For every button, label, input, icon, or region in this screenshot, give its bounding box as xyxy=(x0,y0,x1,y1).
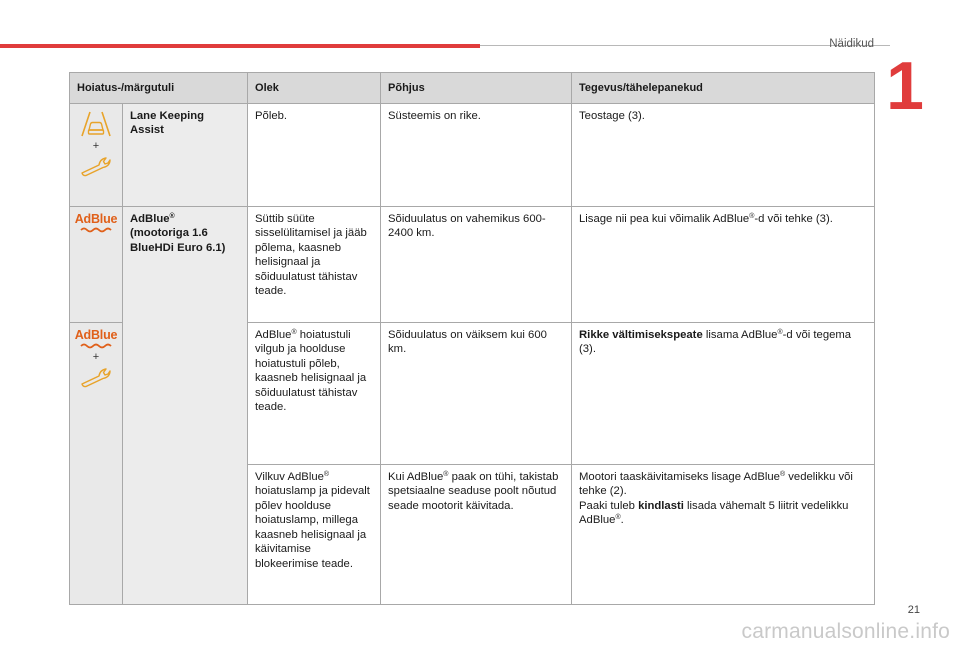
table-row-adblue-1 xyxy=(70,207,875,323)
adblue-warning-icon xyxy=(75,329,118,349)
adblue-icon-cell-2 xyxy=(70,323,123,605)
warning-lights-table xyxy=(69,72,875,605)
table-header-row xyxy=(70,73,875,104)
adblue-action-2-bold: Rikke vältimisekspeate xyxy=(579,329,703,341)
wrench-service-icon xyxy=(79,155,113,177)
column-header-cause: Põhjus xyxy=(381,73,572,104)
lane-keeping-icon-cell xyxy=(70,104,123,207)
adblue-action-2-suffix: -d või tegema (3). xyxy=(579,329,852,356)
registered-mark: ® xyxy=(615,514,621,522)
plus-sign: + xyxy=(92,350,100,363)
registered-mark: ® xyxy=(443,471,449,478)
adblue-action-2-mid: lisama AdBlue xyxy=(702,329,778,341)
plus-sign: + xyxy=(92,140,100,152)
adblue-action-3-line2-mid: lisada vähemalt 5 liitrit vedelikku AdBlue xyxy=(579,499,849,527)
adblue-action-3-line2-suffix: . xyxy=(620,514,624,527)
registered-mark: ® xyxy=(749,213,755,220)
adblue-cause-2: Sõiduulatus on väiksem kui 600 km. xyxy=(381,323,572,465)
table-row-lane-keeping xyxy=(70,104,875,207)
adblue-state-1: Süttib süüte sisselülitamisel ja jääb põlema, kaasneb helisignaal ja sõiduulatust tähistav teade. xyxy=(248,207,381,323)
adblue-cause-3-suffix: paak on tühi, takistab spetsiaalne seaduse poolt nõutud seade mootorit käivitada. xyxy=(388,471,559,512)
adblue-action-3 xyxy=(572,465,875,605)
adblue-state-2-prefix: AdBlue xyxy=(255,329,292,341)
registered-mark: ® xyxy=(779,471,786,478)
watermark: carmanualsonline.info xyxy=(741,620,950,643)
adblue-action-3-line2-bold: kindlasti xyxy=(638,499,684,512)
adblue-action-1 xyxy=(572,207,875,323)
adblue-icon-cell-1 xyxy=(70,207,123,323)
adblue-state-2 xyxy=(248,323,381,465)
adblue-icon-text: AdBlue xyxy=(74,212,118,226)
adblue-warning-icon xyxy=(72,213,120,233)
adblue-cause-1: Sõiduulatus on vahemikus 600-2400 km. xyxy=(381,207,572,323)
adblue-action-1-prefix: Lisage nii pea kui võimalik AdBlue xyxy=(579,213,750,225)
column-header-action: Tegevus/tähelepanekud xyxy=(572,73,875,104)
lane-keeping-state: Põleb. xyxy=(248,104,381,207)
header-accent-bar xyxy=(0,44,480,48)
registered-mark: ® xyxy=(323,471,330,478)
adblue-name-engine: (mootoriga 1.6 BlueHDi Euro 6.1) xyxy=(130,227,226,254)
registered-mark: ® xyxy=(169,213,175,220)
adblue-icon-text: AdBlue xyxy=(74,328,118,342)
adblue-action-3-line1-suffix: vedelikku või tehke (2). xyxy=(579,471,853,498)
adblue-action-2 xyxy=(572,323,875,465)
adblue-state-3 xyxy=(248,465,381,605)
adblue-name xyxy=(123,207,248,605)
adblue-action-3-line1-prefix: Mootori taaskäivitamiseks lisage AdBlue xyxy=(579,471,780,483)
adblue-state-2-suffix: hoiatustuli vilgub ja hoolduse hoiatustuli põleb, kaasneb helisignaal ja sõiduulatust tähistav teade. xyxy=(255,329,367,414)
adblue-cause-3-prefix: Kui AdBlue xyxy=(388,471,444,483)
adblue-state-3-suffix: hoiatuslamp ja pidevalt põlev hoolduse hoiatuslamp, millega kaasneb helisignaal ja käivitamise blokeerimise teade. xyxy=(255,485,370,570)
chapter-number: 1 xyxy=(886,48,924,124)
wrench-service-icon xyxy=(79,366,113,388)
page-number: 21 xyxy=(907,604,920,616)
lane-keeping-cause: Süsteemis on rike. xyxy=(381,104,572,207)
column-header-state: Olek xyxy=(248,73,381,104)
adblue-action-1-suffix: -d või tehke (3). xyxy=(754,213,833,225)
lane-keeping-action: Teostage (3). xyxy=(572,104,875,207)
lane-keeping-warning-icon xyxy=(79,110,113,138)
column-header-indicator: Hoiatus-/märgutuli xyxy=(70,73,248,104)
adblue-name-prefix: AdBlue xyxy=(130,213,170,225)
adblue-state-3-prefix: Vilkuv AdBlue xyxy=(255,471,324,483)
registered-mark: ® xyxy=(291,329,297,336)
adblue-cause-3 xyxy=(381,465,572,605)
adblue-action-3-line2-prefix: Paaki tuleb xyxy=(579,499,639,512)
lane-keeping-name: Lane Keeping Assist xyxy=(123,104,248,207)
section-title: Näidikud xyxy=(829,38,874,50)
registered-mark: ® xyxy=(777,329,783,336)
